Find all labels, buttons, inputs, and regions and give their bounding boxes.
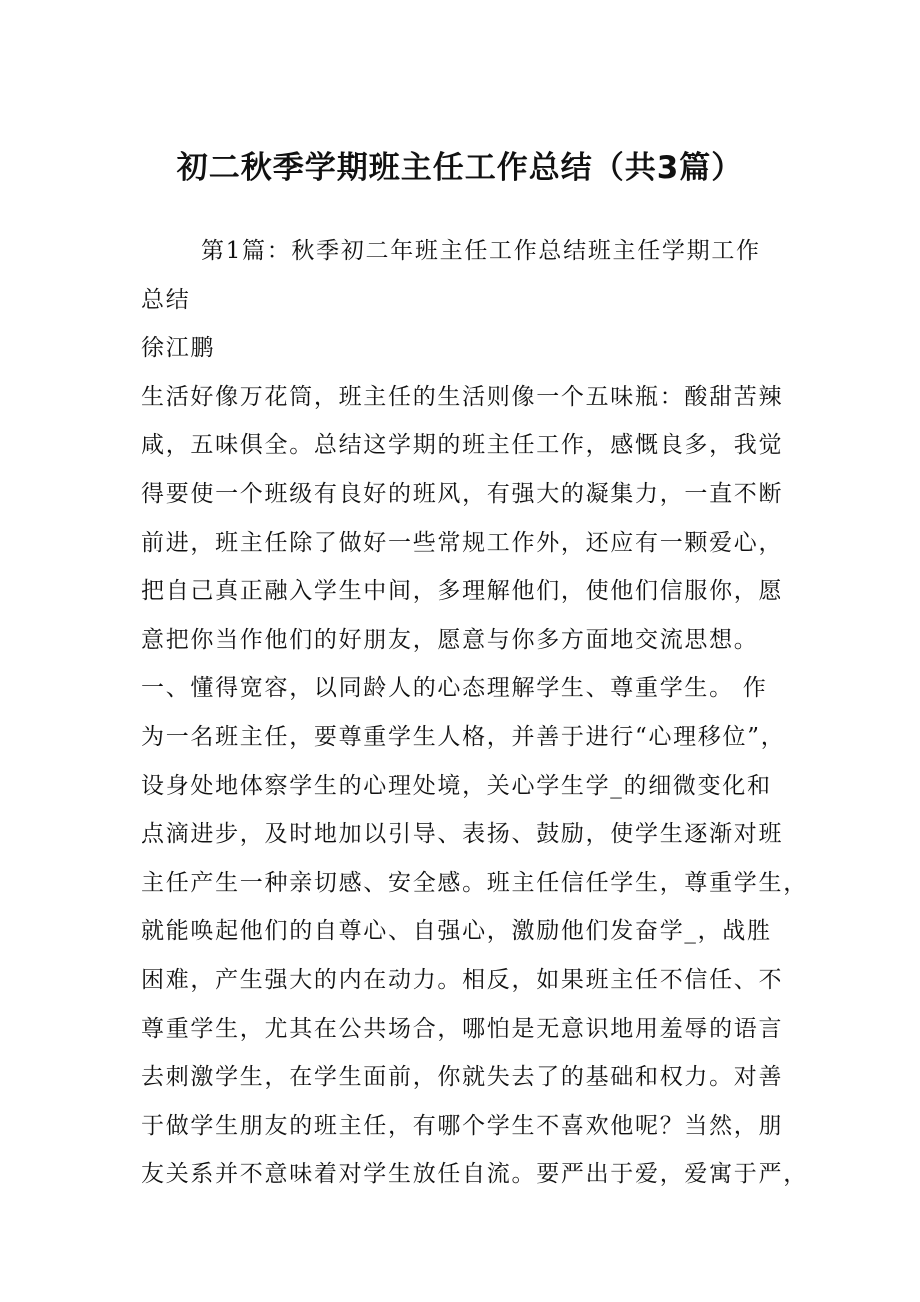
text-line: 点滴进步，及时地加以引导、表扬、鼓励，使学生逐渐对班	[141, 821, 784, 848]
text-line: 于做学生朋友的班主任，有哪个学生不喜欢他呢？当然，朋	[141, 1112, 784, 1139]
text-line: 主任产生一种亲切感、安全感。班主任信任学生，尊重学生，	[141, 869, 808, 896]
document-body	[141, 227, 808, 1199]
text-line: 咸，五味俱全。总结这学期的班主任工作，感慨良多，我觉	[141, 432, 784, 459]
text-line: 总结	[141, 286, 191, 313]
document-title: 初二秋季学期班主任工作总结（共3篇）	[176, 150, 744, 186]
text-line: 去刺激学生，在学生面前，你就失去了的基础和权力。对善	[141, 1064, 784, 1091]
text-line: 一、懂得宽容，以同龄人的心态理解学生、尊重学生。 作	[141, 675, 768, 702]
text-line: 意把你当作他们的好朋友，愿意与你多方面地交流思想。	[141, 626, 759, 653]
heading-line: 第1篇：秋季初二年班主任工作总结班主任学期工作	[201, 238, 761, 264]
text-line: 为一名班主任，要尊重学生人格，并善于进行“心理移位”，	[141, 723, 786, 750]
text-line: 困难，产生强大的内在动力。相反，如果班主任不信任、不	[141, 966, 784, 993]
text-line: 友关系并不意味着对学生放任自流。要严出于爱，爱寓于严，	[141, 1161, 808, 1188]
text-line: 得要使一个班级有良好的班风，有强大的凝集力，一直不断	[141, 480, 784, 507]
text-line: 前进，班主任除了做好一些常规工作外，还应有一颗爱心，	[141, 529, 784, 556]
text-line: 把自己真正融入学生中间，多理解他们，使他们信服你，愿	[141, 578, 784, 605]
text-line: 尊重学生，尤其在公共场合，哪怕是无意识地用羞辱的语言	[141, 1015, 784, 1042]
text-line: 就能唤起他们的自尊心、自强心，激励他们发奋学_，战胜	[141, 918, 772, 945]
text-line: 设身处地体察学生的心理处境，关心学生学_的细微变化和	[141, 772, 772, 799]
author-line: 徐江鹏	[141, 335, 216, 362]
text-line: 生活好像万花筒，班主任的生活则像一个五味瓶：酸甜苦辣	[141, 383, 784, 410]
